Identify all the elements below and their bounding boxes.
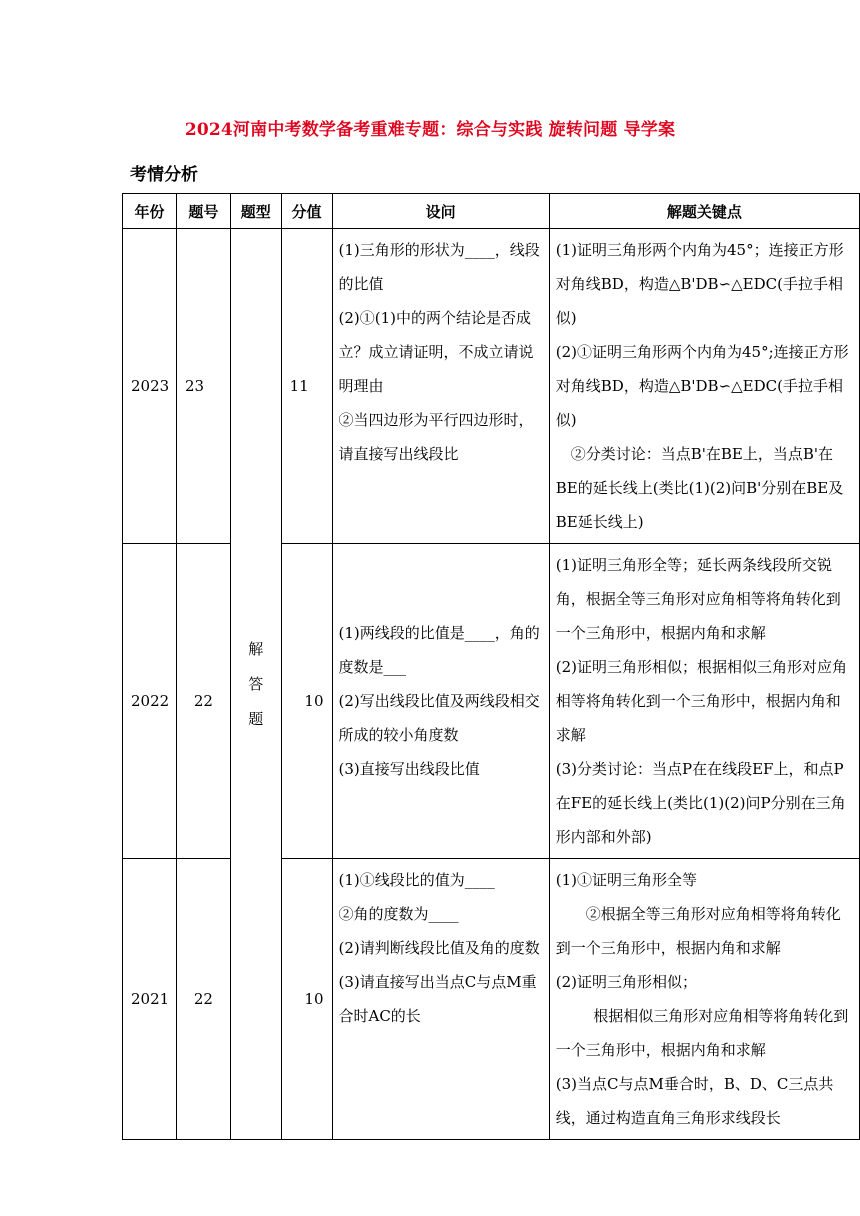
table-header-row bbox=[123, 194, 860, 229]
header-type: 题型 bbox=[230, 194, 281, 229]
keys-cell: (1)证明三角形两个内角为45°；连接正方形对角线BD，构造△B'DB∽△EDC(手拉手相似) (2)①证明三角形两个内角为45°;连接正方形对角线BD，构造△B'DB∽△EDC(手拉手相似) ②分类讨论：当点B'在BE上，当点B'在BE的延长线上(类比(1)(2)问B'分别在BE及BE延长线上) bbox=[549, 229, 859, 544]
questions-cell: (1)三角形的形状为____，线段的比值 (2)①(1)中的两个结论是否成立？成立请证明，不成立请说明理由 ②当四边形为平行四边形时，请直接写出线段比 bbox=[332, 229, 549, 544]
questions-cell: (1)两线段的比值是____，角的度数是___ (2)写出线段比值及两线段相交所成的较小角度数 (3)直接写出线段比值 bbox=[332, 544, 549, 859]
score-cell: 10 bbox=[281, 544, 332, 859]
header-questions: 设问 bbox=[332, 194, 549, 229]
section-heading: 考情分析 bbox=[130, 165, 198, 185]
header-number: 题号 bbox=[176, 194, 230, 229]
table-row bbox=[123, 229, 860, 544]
keys-cell: (1)证明三角形全等；延长两条线段所交锐角，根据全等三角形对应角相等将角转化到一个三角形中，根据内角和求解 (2)证明三角形相似；根据相似三角形对应角相等将角转化到一个三角形中，根据内角和求解 (3)分类讨论：当点P在在线段EF上，和点P在FE的延长线上(类比(1)(2)问P分别在三角形内部和外部) bbox=[549, 544, 859, 859]
number-cell: 22 bbox=[176, 544, 230, 859]
year-cell: 2021 bbox=[123, 859, 177, 1140]
header-keys: 解题关键点 bbox=[549, 194, 859, 229]
header-year: 年份 bbox=[123, 194, 177, 229]
keys-cell: (1)①证明三角形全等 ②根据全等三角形对应角相等将角转化到一个三角形中，根据内角和求解 (2)证明三角形相似； 根据相似三角形对应角相等将角转化到一个三角形中，根据内角和求解 (3)当点C与点M垂合时，B、D、C三点共线，通过构造直角三角形求线段长 bbox=[549, 859, 859, 1140]
score-cell: 11 bbox=[281, 229, 332, 544]
header-score: 分值 bbox=[281, 194, 332, 229]
question-type-cell: 解 答 题 bbox=[230, 229, 281, 1140]
questions-cell: (1)①线段比的值为____ ②角的度数为____ (2)请判断线段比值及角的度数 (3)请直接写出当点C与点M重合时AC的长 bbox=[332, 859, 549, 1140]
number-cell: 23 bbox=[176, 229, 230, 544]
score-cell: 10 bbox=[281, 859, 332, 1140]
number-cell: 22 bbox=[176, 859, 230, 1140]
document-title: 2024河南中考数学备考重难专题：综合与实践 旋转问题 导学案 bbox=[184, 120, 676, 140]
year-cell: 2023 bbox=[123, 229, 177, 544]
exam-analysis-table bbox=[122, 193, 860, 1140]
year-cell: 2022 bbox=[123, 544, 177, 859]
